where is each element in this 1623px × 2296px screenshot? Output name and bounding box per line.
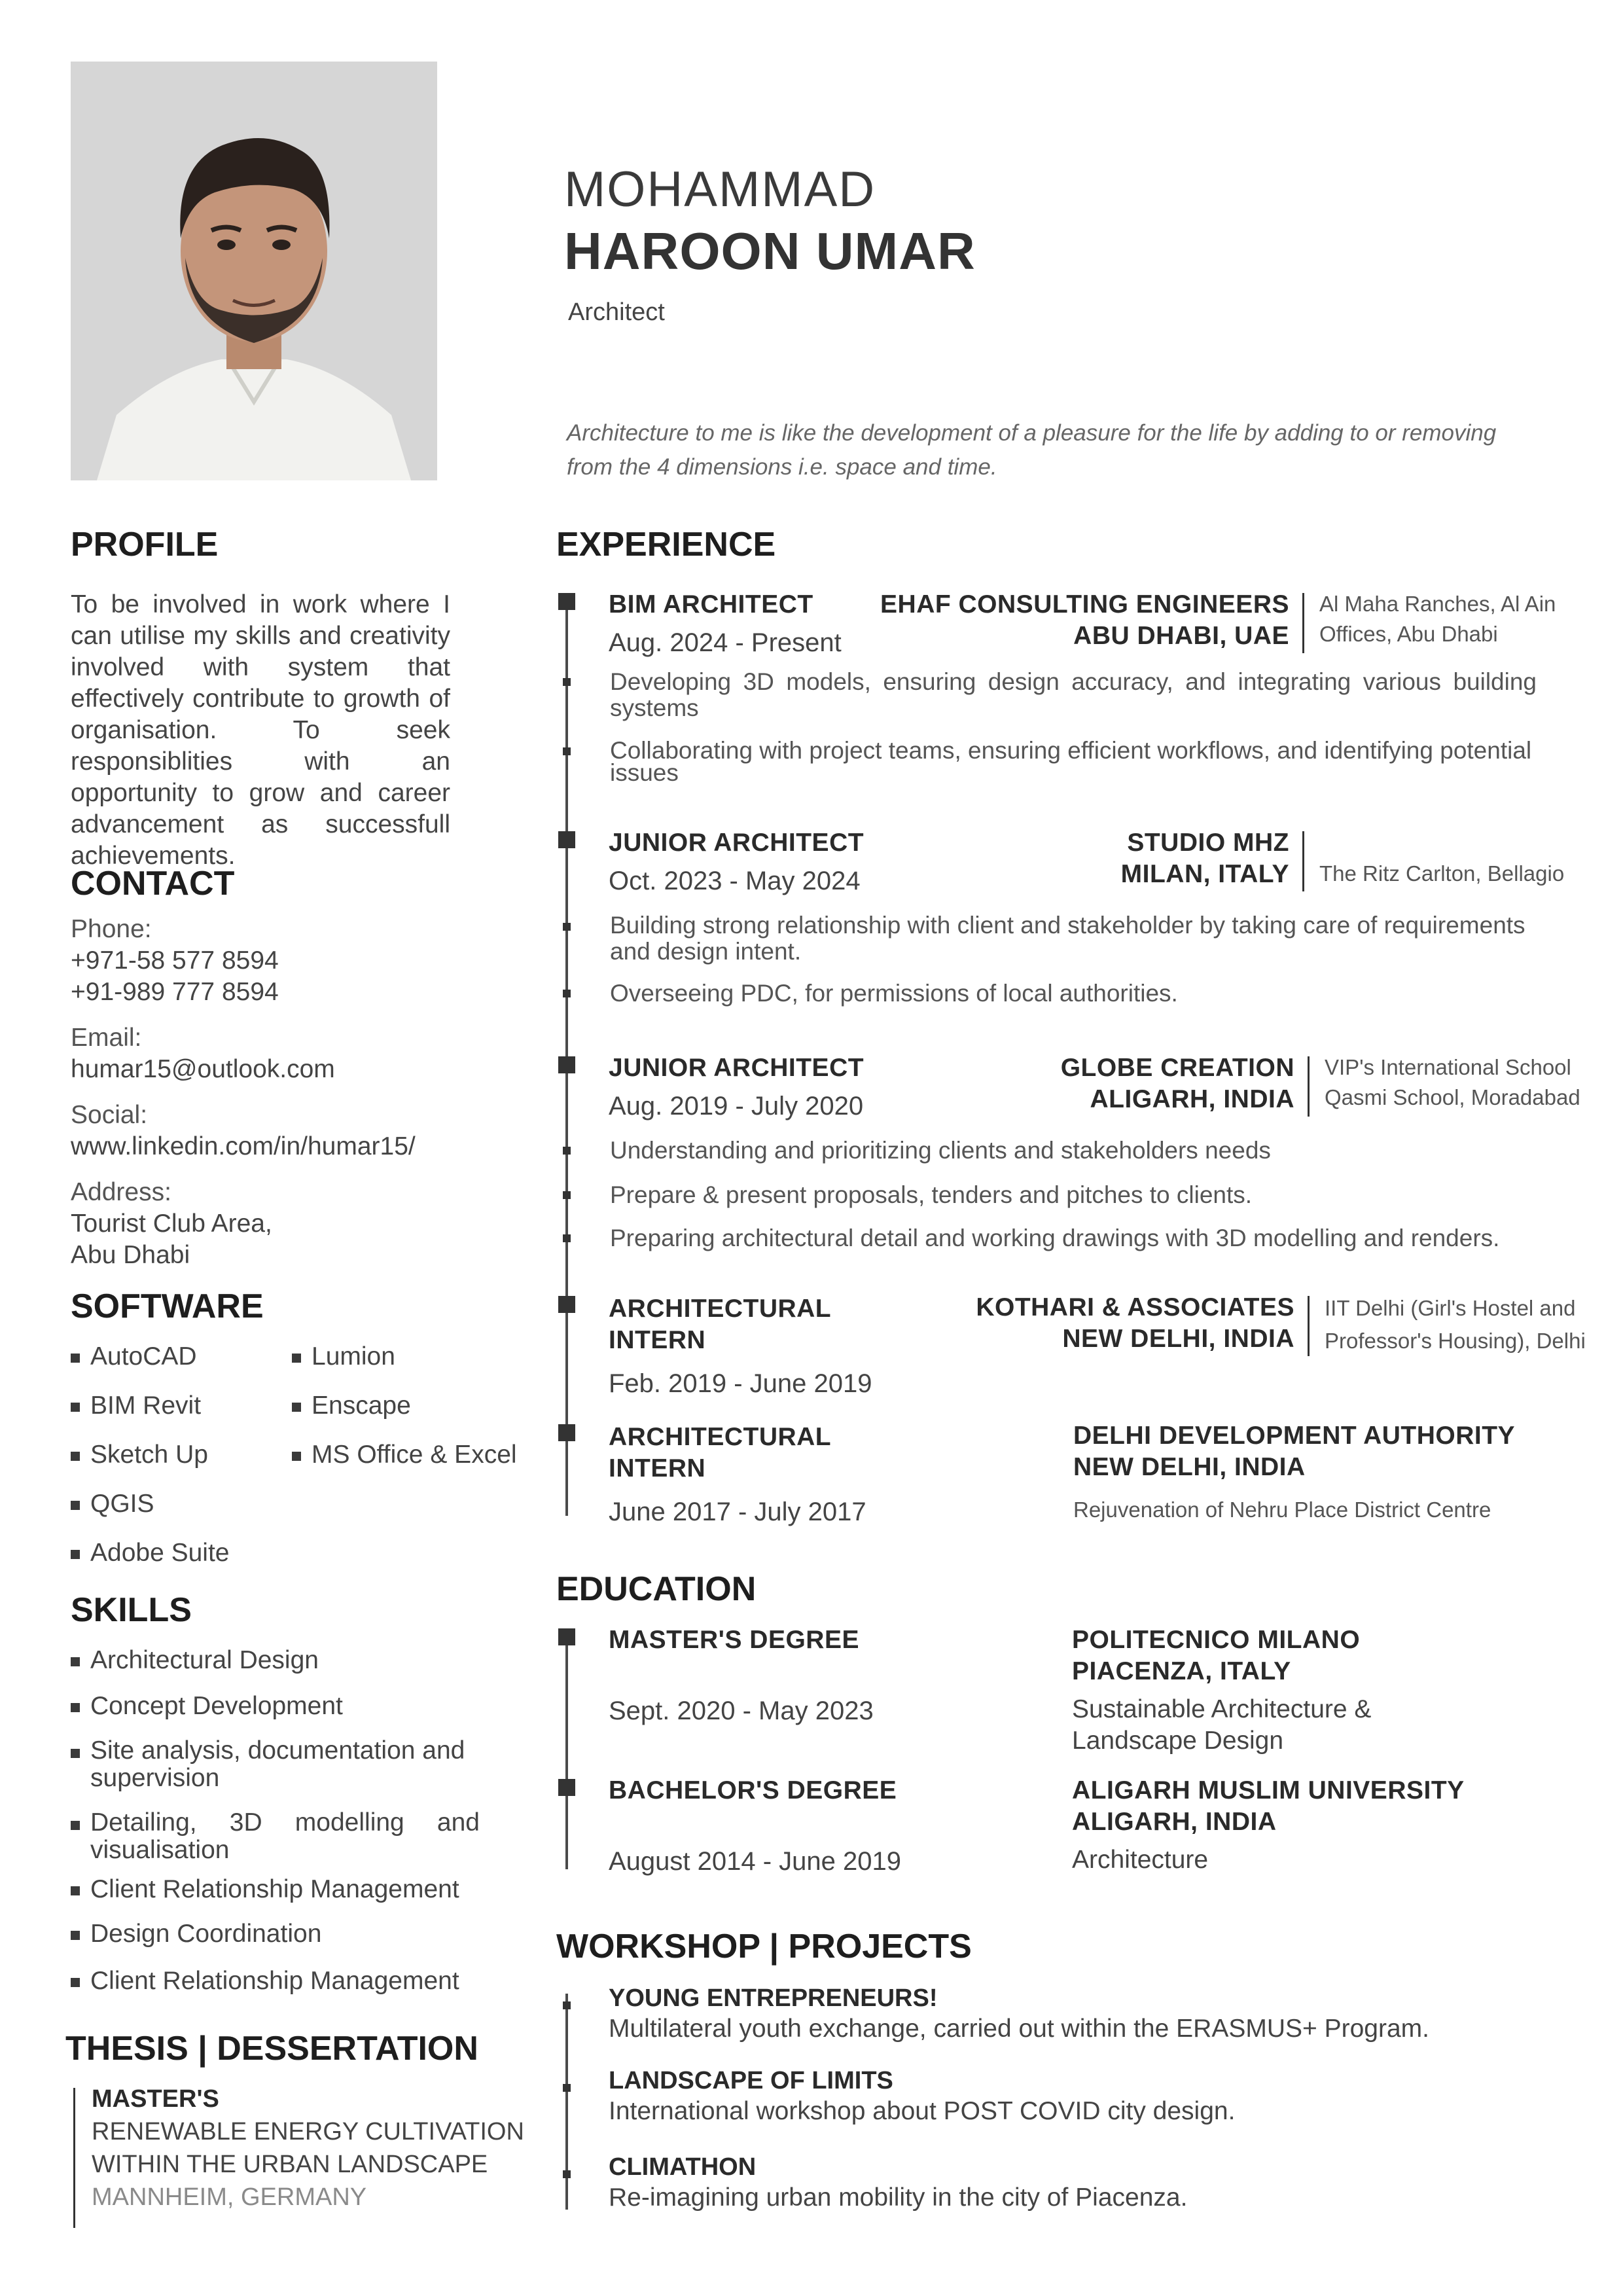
- skill-item: Client Relationship Management: [71, 1874, 480, 1919]
- field-of-study: Sustainable Architecture &: [1072, 1695, 1372, 1723]
- projects-divider: [1308, 1296, 1310, 1356]
- job-bullet: Overseeing PDC, for permissions of local authorities.: [610, 980, 1178, 1007]
- bullet-icon: [71, 1452, 80, 1461]
- company-location: NEW DELHI, INDIA: [1073, 1453, 1306, 1481]
- email-label: Email:: [71, 1024, 142, 1052]
- timeline-bullet: [563, 2084, 571, 2092]
- workshop-title: CLIMATHON: [609, 2153, 757, 2181]
- job-date: Aug. 2024 - Present: [609, 628, 842, 657]
- company-name: KOTHARI & ASSOCIATES: [976, 1293, 1294, 1321]
- software-item: MS Office & Excel: [292, 1440, 541, 1489]
- job-bullet: Prepare & present proposals, tenders and pitches to clients.: [610, 1181, 1253, 1208]
- address-line-1: Tourist Club Area,: [71, 1210, 272, 1238]
- software-item: AutoCAD: [71, 1342, 287, 1391]
- software-heading: SOFTWARE: [71, 1287, 264, 1325]
- school-name: ALIGARH MUSLIM UNIVERSITY: [1072, 1776, 1465, 1804]
- projects-divider: [1302, 831, 1304, 891]
- skill-item: Site analysis, documentation and supervision: [71, 1737, 480, 1809]
- thesis-title-1: RENEWABLE ENERGY CULTIVATION: [92, 2118, 524, 2145]
- software-list-1: [71, 1342, 287, 1587]
- field-of-study: Architecture: [1072, 1846, 1209, 1874]
- bullet-icon: [71, 1821, 80, 1830]
- timeline-bullet: [563, 678, 571, 686]
- company-block: [1073, 1420, 1531, 1483]
- job-date: Aug. 2019 - July 2020: [609, 1092, 864, 1121]
- company-name: STUDIO MHZ: [1127, 829, 1289, 857]
- thesis-block: [92, 2083, 550, 2214]
- portrait-illustration: [71, 62, 437, 480]
- timeline-marker: [558, 1424, 575, 1441]
- job-title-line: ARCHITECTURAL: [609, 1295, 832, 1323]
- timeline-marker: [558, 1056, 575, 1073]
- job-role: Architect: [568, 298, 665, 326]
- software-item: Sketch Up: [71, 1440, 287, 1489]
- degree-date: August 2014 - June 2019: [609, 1847, 902, 1876]
- software-item: Adobe Suite: [71, 1538, 287, 1587]
- company-name: GLOBE CREATION: [1060, 1054, 1294, 1082]
- experience-heading: EXPERIENCE: [556, 526, 776, 564]
- software-item: BIM Revit: [71, 1391, 287, 1440]
- timeline-marker: [558, 593, 575, 610]
- company-name: DELHI DEVELOPMENT AUTHORITY: [1073, 1422, 1516, 1450]
- timeline-bullet: [563, 747, 571, 755]
- workshops-heading: WORKSHOP | PROJECTS: [556, 1928, 972, 1965]
- address-line-2: Abu Dhabi: [71, 1241, 190, 1269]
- job-bullet: Understanding and prioritizing clients and stakeholders needs: [610, 1137, 1271, 1164]
- school-name: POLITECNICO MILANO: [1072, 1626, 1361, 1654]
- project-item: Qasmi School, Moradabad: [1325, 1085, 1580, 1109]
- job-title: JUNIOR ARCHITECT: [609, 829, 865, 857]
- job-title: BIM ARCHITECT: [609, 590, 813, 619]
- company-block: [851, 589, 1289, 652]
- timeline-bullet: [563, 2170, 571, 2178]
- job-bullet: Developing 3D models, ensuring design accuracy, and integrating various building systems: [610, 668, 1537, 721]
- address-label: Address:: [71, 1178, 171, 1206]
- company-location: NEW DELHI, INDIA: [1062, 1325, 1294, 1353]
- project-item: Al Maha Ranches, Al Ain: [1319, 592, 1556, 616]
- timeline-bullet: [563, 923, 571, 931]
- projects-list: [1325, 1292, 1613, 1357]
- skills-heading: SKILLS: [71, 1591, 192, 1629]
- bullet-icon: [292, 1452, 301, 1461]
- job-title-line: INTERN: [609, 1454, 706, 1482]
- workshop-title: LANDSCAPE OF LIMITS: [609, 2067, 893, 2094]
- contact-block: [71, 914, 476, 1271]
- timeline-marker: [558, 1296, 575, 1313]
- job-bullet: Preparing architectural detail and working drawings with 3D modelling and renders.: [610, 1225, 1500, 1251]
- education-heading: EDUCATION: [556, 1570, 757, 1608]
- phone-india[interactable]: +91-989 777 8594: [71, 978, 279, 1006]
- job-date: Feb. 2019 - June 2019: [609, 1369, 872, 1398]
- software-item: Lumion: [292, 1342, 541, 1391]
- bullet-icon: [71, 1657, 80, 1666]
- skill-item: Concept Development: [71, 1691, 480, 1737]
- projects-divider: [1308, 1056, 1310, 1117]
- timeline-marker: [558, 1779, 575, 1796]
- bullet-icon: [292, 1354, 301, 1363]
- company-location: ALIGARH, INDIA: [1090, 1085, 1294, 1113]
- profile-text: To be involved in work where I can utilise my skills and creativity involved with system that effectively contribute to growth of organisation. To seek responsiblities with an opportunity to grow and career advancement as successfull achievements.: [71, 590, 450, 870]
- bullet-icon: [71, 1354, 80, 1363]
- project-item: The Ritz Carlton, Bellagio: [1319, 861, 1565, 886]
- job-title-line: INTERN: [609, 1326, 706, 1354]
- job-title-line: ARCHITECTURAL: [609, 1423, 832, 1451]
- degree-date: Sept. 2020 - May 2023: [609, 1696, 874, 1725]
- bullet-icon: [71, 1886, 80, 1895]
- last-name: HAROON UMAR: [564, 222, 976, 280]
- linkedin-link[interactable]: www.linkedin.com/in/humar15/: [71, 1132, 416, 1160]
- school-block: [1072, 1624, 1569, 1757]
- thesis-degree: MASTER'S: [92, 2085, 219, 2113]
- project-item: IIT Delhi (Girl's Hostel and: [1325, 1296, 1576, 1320]
- projects-list: [1325, 1052, 1613, 1113]
- thesis-bar: [73, 2088, 75, 2228]
- first-name: MOHAMMAD: [564, 162, 876, 217]
- bullet-icon: [292, 1403, 301, 1412]
- timeline-bullet: [563, 990, 571, 997]
- timeline-bullet: [563, 2001, 571, 2009]
- software-item: QGIS: [71, 1489, 287, 1538]
- school-block: [1072, 1775, 1569, 1876]
- timeline-marker: [558, 831, 575, 848]
- workshop-desc: Re-imagining urban mobility in the city of Piacenza.: [609, 2183, 1188, 2212]
- skill-item: Client Relationship Management: [71, 1966, 480, 2012]
- social-label: Social:: [71, 1101, 148, 1129]
- job-date: Oct. 2023 - May 2024: [609, 867, 861, 895]
- bullet-icon: [71, 1978, 80, 1987]
- job-title: [609, 1422, 831, 1484]
- phone-uae[interactable]: +971-58 577 8594: [71, 946, 279, 975]
- email-link[interactable]: humar15@outlook.com: [71, 1055, 335, 1083]
- thesis-title-2: WITHIN THE URBAN LANDSCAPE: [92, 2151, 488, 2178]
- job-title: JUNIOR ARCHITECT: [609, 1054, 865, 1082]
- timeline-marker: [558, 1628, 575, 1645]
- contact-heading: CONTACT: [71, 865, 235, 903]
- skill-item: Design Coordination: [71, 1919, 480, 1966]
- thesis-location: MANNHEIM, GERMANY: [92, 2183, 367, 2211]
- bullet-icon: [71, 1501, 80, 1510]
- personal-quote: Architecture to me is like the development of a pleasure for the life by adding to or removing from the 4 dimensions i.e. space and time.: [567, 420, 1497, 480]
- job-bullet: Building strong relationship with client and stakeholder by taking care of requirements and design intent.: [610, 912, 1525, 965]
- workshop-desc: Multilateral youth exchange, carried out within the ERASMUS+ Program.: [609, 2015, 1429, 2043]
- skill-item: Architectural Design: [71, 1645, 480, 1691]
- field-of-study: Landscape Design: [1072, 1727, 1284, 1755]
- school-location: PIACENZA, ITALY: [1072, 1657, 1291, 1685]
- skill-item: Detailing, 3D modelling and visualisation: [71, 1809, 480, 1874]
- company-location: ABU DHABI, UAE: [1073, 622, 1289, 650]
- company-block: [903, 1292, 1294, 1355]
- job-title: [609, 1293, 831, 1356]
- bullet-icon: [71, 1703, 80, 1712]
- thesis-heading: THESIS | DESSERTATION: [65, 2030, 478, 2068]
- degree-title: BACHELOR'S DEGREE: [609, 1776, 897, 1804]
- bullet-icon: [71, 1749, 80, 1758]
- company-block: [982, 827, 1289, 890]
- degree-title: MASTER'S DEGREE: [609, 1626, 859, 1654]
- project-item: Professor's Housing), Delhi: [1325, 1329, 1586, 1353]
- timeline-bullet: [563, 1234, 571, 1242]
- projects-list: [1319, 589, 1607, 649]
- profile-photo: [71, 62, 437, 480]
- project-item: VIP's International School: [1325, 1055, 1571, 1079]
- job-bullet: Collaborating with project teams, ensuring efficient workflows, and identifying potential issues: [610, 737, 1532, 786]
- timeline-bullet: [563, 1191, 571, 1199]
- software-list-2: [292, 1342, 541, 1489]
- workshop-desc: International workshop about POST COVID city design.: [609, 2097, 1236, 2125]
- profile-heading: PROFILE: [71, 526, 219, 564]
- company-block: [982, 1052, 1294, 1115]
- company-name: EHAF CONSULTING ENGINEERS: [880, 590, 1289, 619]
- school-location: ALIGARH, INDIA: [1072, 1808, 1277, 1836]
- bullet-icon: [71, 1550, 80, 1559]
- job-date: June 2017 - July 2017: [609, 1498, 866, 1526]
- project-item: Offices, Abu Dhabi: [1319, 622, 1498, 646]
- workshop-title: YOUNG ENTREPRENEURS!: [609, 1984, 938, 2012]
- projects-divider: [1302, 593, 1304, 653]
- education-timeline: [565, 1634, 568, 1869]
- bullet-icon: [71, 1931, 80, 1940]
- company-location: MILAN, ITALY: [1120, 860, 1289, 888]
- skills-list: [71, 1645, 480, 2012]
- software-item: Enscape: [292, 1391, 541, 1440]
- phone-label: Phone:: [71, 915, 152, 943]
- bullet-icon: [71, 1403, 80, 1412]
- project-item: Rejuvenation of Nehru Place District Centre: [1073, 1498, 1491, 1522]
- timeline-bullet: [563, 1147, 571, 1155]
